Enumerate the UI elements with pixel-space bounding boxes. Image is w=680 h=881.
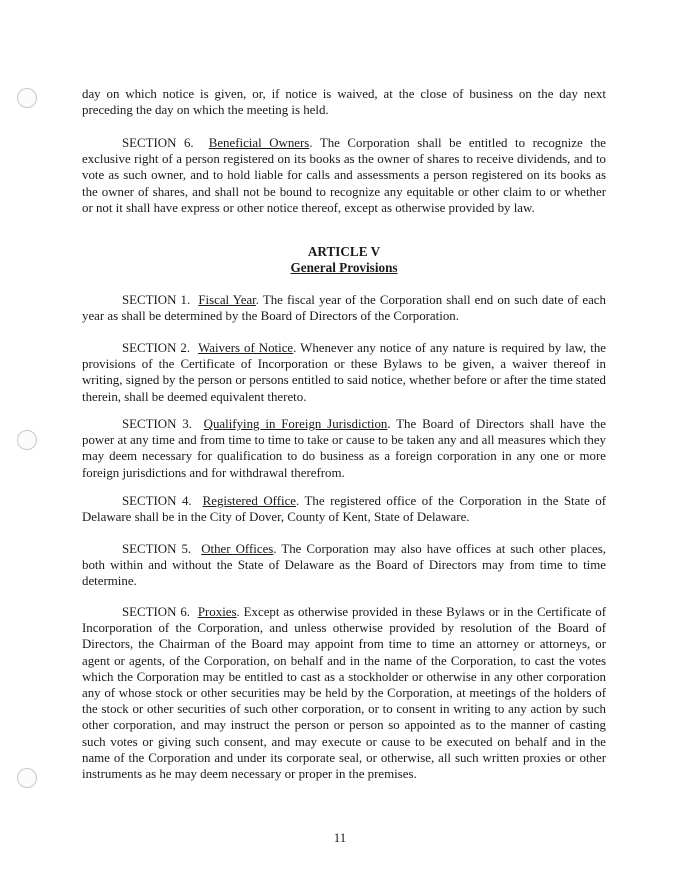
section-label: SECTION 2. [122,341,191,355]
section-title: Registered Office [202,494,297,508]
section-title: Other Offices [201,542,274,556]
section-text: . The Board of Directors shall have the power at any time and from time to time to take or cause to be taken any and all measures which they may deem necessary for qualification to do business as a foreign corporation in any one or more foreign jurisdictions and for withdrawal therefrom. [82,417,606,480]
section-text: . The registered office of the Corporation in the State of Delaware shall be in the City of Dover, County of Kent, State of Delaware. [82,494,606,525]
section-paragraph [82,416,606,481]
section-title: Proxies [197,605,237,619]
section-title: Fiscal Year [198,293,256,307]
punch-hole-bottom [17,768,37,788]
section-paragraph [82,292,606,324]
page-number: 11 [333,831,347,845]
article-number: ARTICLE V [307,244,381,259]
section-label: SECTION 6. [122,136,194,150]
section-paragraph [82,541,606,590]
section-label: SECTION 4. [122,494,192,508]
section-text: . Except as otherwise provided in these Bylaws or in the Certificate of Incorporation of the Corporation, and unless otherwise provided by resolution of the Board of Directors, the Chairman of the Board may appoint from time to time an attorney or attorneys, or agent or agents, of the Corporation, on behalf and in the name of the Corporation, to cast the votes which the Corporation may be entitled to cast as a stockholder or otherwise in any other corporation any of whose stock or other securities may be held by the Corporation, at meetings of the holders of the stock or other securities of such other corporation, or to consent in writing to any action by such other corporation, and may instruct the person or person so appointed as to the manner of casting such votes or giving such consent, and may execute or cause to be executed on behalf and in the name of the Corporation and under its corporate seal, or otherwise, all such written proxies or other instruments as he may deem necessary or proper in the premises. [82,605,606,782]
section-text: . The Corporation shall be entitled to recognize the exclusive right of a person registered on its books as the owner of shares to receive dividends, and to vote as such owner, and to hold liable for calls and assessments a person registered on its books as the owner of shares, and shall not be bound to recognize any equitable or other claim to or whether or not it shall have express or other notice thereof, except as otherwise provided by law. [82,136,606,215]
section-title: Beneficial Owners [208,136,310,150]
section-paragraph [82,604,606,782]
section-label: SECTION 1. [122,293,191,307]
article-title: General Provisions [290,260,398,275]
section-label: SECTION 6. [122,605,191,619]
continuation-paragraph [82,86,606,118]
beneficial-owners-paragraph [82,135,606,216]
section-paragraph [82,493,606,525]
section-text: . The Corporation may also have offices at such other places, both within and without the State of Delaware as the Board of Directors may from time to time determine. [82,542,606,589]
section-title: Qualifying in Foreign Jurisdiction [203,417,388,431]
section-label: SECTION 3. [122,417,192,431]
section-label: SECTION 5. [122,542,192,556]
continuation-text: day on which notice is given, or, if notice is waived, at the close of business on the day next preceding the day on which the meeting is held. [82,87,606,118]
section-text: . The fiscal year of the Corporation shall end on such date of each year as shall be determined by the Board of Directors of the Corporation. [82,293,606,324]
section-paragraph [82,340,606,405]
section-text: . Whenever any notice of any nature is required by law, the provisions of the Certificate of Incorporation or these Bylaws to be given, a waiver thereof in writing, signed by the person or persons entitled to said notice, whether before or after the time stated therein, shall be deemed equivalent thereto. [82,341,606,404]
section-title: Waivers of Notice [198,341,294,355]
punch-hole-top [17,88,37,108]
punch-hole-middle [17,430,37,450]
